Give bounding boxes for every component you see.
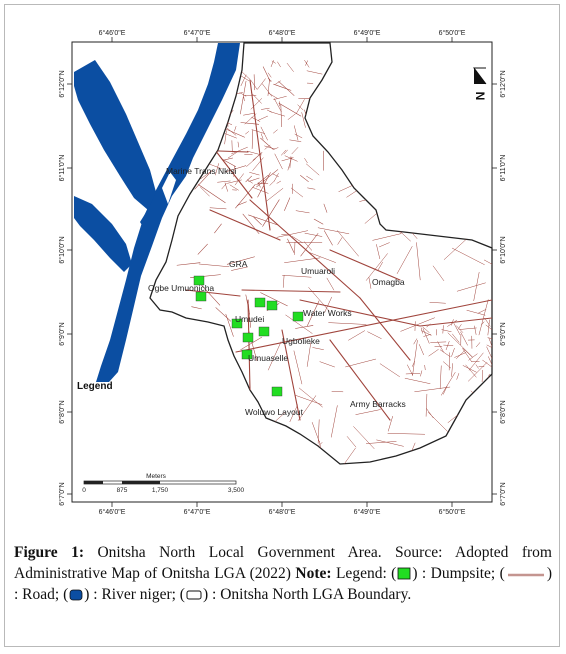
legend-title: Legend <box>77 381 113 392</box>
x-tick-bottom-3: 6°49'0"E <box>353 509 381 516</box>
place-label: GRA <box>229 259 248 269</box>
caption-text-4: ) : Road; ( <box>14 565 552 603</box>
caption-text-6: ) : Onitsha North LGA Boundary. <box>202 586 412 603</box>
north-label: N <box>473 91 487 101</box>
y-tick-right-0: 6°12'0"N <box>500 70 507 98</box>
road-legend-icon <box>506 570 546 580</box>
x-tick-top-0: 6°46'0"E <box>98 30 126 37</box>
y-tick-left-2: 6°10'0"N <box>59 236 66 264</box>
x-tick-bottom-1: 6°47'0"E <box>183 509 211 516</box>
place-label: Water Works <box>303 308 352 318</box>
scale-label-3: 3,500 <box>227 487 245 494</box>
caption-text-1: Onitsha North Local Government Area. Source: Adopted from Administrative Map of Onitsha LGA (2022) <box>14 544 552 582</box>
place-label: Umudei <box>235 314 265 324</box>
scale-label-1: 875 <box>116 487 128 494</box>
y-tick-left-3: 6°9'0"N <box>59 322 66 346</box>
y-tick-left-0: 6°12'0"N <box>59 70 66 98</box>
place-label: Army Barracks <box>350 399 406 409</box>
x-tick-top-2: 6°48'0"E <box>268 30 296 37</box>
y-tick-left-1: 6°11'0"N <box>59 154 66 182</box>
dumpsite-marker <box>267 301 277 310</box>
caption-text-2: Legend: ( <box>331 565 397 582</box>
place-label: Umuaselle <box>248 353 289 363</box>
y-tick-right-2: 6°10'0"N <box>500 236 507 264</box>
boundary-legend-icon <box>186 589 202 601</box>
y-tick-right-1: 6°11'0"N <box>500 154 507 182</box>
x-tick-bottom-2: 6°48'0"E <box>268 509 296 516</box>
scale-label-2: 1,750 <box>151 487 169 494</box>
place-label: Marine Trans Nkisi <box>166 166 237 176</box>
dumpsite-legend-icon <box>397 567 411 580</box>
note-label: Note: <box>295 565 332 582</box>
place-label: Ogbe Umuonicha <box>148 283 215 293</box>
place-label: Umuaroli <box>301 266 336 276</box>
river-legend-icon <box>69 589 83 601</box>
x-tick-top-1: 6°47'0"E <box>183 30 211 37</box>
dumpsite-marker <box>255 298 265 307</box>
y-tick-right-5: 6°7'0"N <box>500 482 507 506</box>
dumpsite-marker <box>243 333 253 342</box>
place-label: Woluwo Layout <box>245 407 303 417</box>
place-label: Omagba <box>372 277 405 287</box>
figure-label: Figure 1: <box>14 544 84 561</box>
y-tick-left-5: 6°7'0"N <box>59 482 66 506</box>
caption-text-3: ) : Dumpsite; ( <box>412 565 505 582</box>
x-tick-bottom-4: 6°50'0"E <box>438 509 466 516</box>
dumpsite-marker <box>259 327 269 336</box>
dumpsite-marker <box>293 312 303 321</box>
figure-caption <box>14 542 552 605</box>
y-tick-right-4: 6°8'0"N <box>500 400 507 424</box>
x-tick-top-3: 6°49'0"E <box>353 30 381 37</box>
place-label: Ugbolieke <box>282 336 320 346</box>
dumpsite-marker <box>196 292 206 301</box>
y-tick-right-3: 6°9'0"N <box>500 322 507 346</box>
x-tick-top-4: 6°50'0"E <box>438 30 466 37</box>
scale-unit: Meters <box>146 473 166 480</box>
caption-text-5: ) : River niger; ( <box>84 586 185 603</box>
x-tick-bottom-0: 6°46'0"E <box>98 509 126 516</box>
y-tick-left-4: 6°8'0"N <box>59 400 66 424</box>
scale-label-0: 0 <box>82 487 86 494</box>
dumpsite-marker <box>272 387 282 396</box>
